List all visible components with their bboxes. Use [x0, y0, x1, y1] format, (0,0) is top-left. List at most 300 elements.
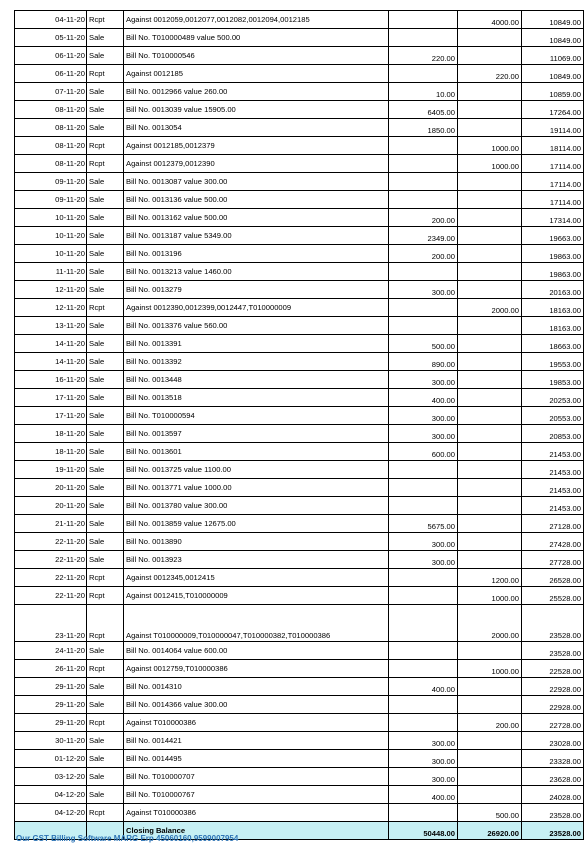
entry-balance: 19553.00	[522, 353, 584, 371]
ledger-row	[15, 353, 584, 371]
ledger-row	[15, 101, 584, 119]
entry-date: 05-11-20	[15, 29, 87, 47]
entry-type: Sale	[87, 317, 124, 335]
entry-balance: 21453.00	[522, 479, 584, 497]
entry-particulars: Bill No. 0013054	[124, 119, 389, 137]
entry-credit	[458, 335, 522, 353]
entry-debit: 200.00	[389, 209, 458, 227]
ledger-row	[15, 443, 584, 461]
entry-date: 06-11-20	[15, 47, 87, 65]
entry-date: 13-11-20	[15, 317, 87, 335]
entry-balance: 22928.00	[522, 696, 584, 714]
entry-credit	[458, 245, 522, 263]
entry-type: Rcpt	[87, 137, 124, 155]
entry-date: 23-11-20	[15, 605, 87, 642]
entry-debit: 6405.00	[389, 101, 458, 119]
entry-credit	[458, 443, 522, 461]
entry-balance: 23528.00	[522, 642, 584, 660]
ledger-row	[15, 696, 584, 714]
entry-balance: 10849.00	[522, 65, 584, 83]
entry-type: Rcpt	[87, 605, 124, 642]
entry-debit: 400.00	[389, 786, 458, 804]
entry-type: Sale	[87, 768, 124, 786]
ledger-row	[15, 263, 584, 281]
entry-type: Sale	[87, 642, 124, 660]
ledger-row	[15, 119, 584, 137]
closing-balance-total: 23528.00	[522, 822, 584, 840]
entry-debit	[389, 173, 458, 191]
entry-type: Sale	[87, 732, 124, 750]
entry-balance: 19663.00	[522, 227, 584, 245]
entry-credit	[458, 696, 522, 714]
entry-type: Sale	[87, 533, 124, 551]
entry-particulars: Bill No. 0014310	[124, 678, 389, 696]
entry-credit: 1000.00	[458, 587, 522, 605]
entry-particulars: Bill No. 0013136 value 500.00	[124, 191, 389, 209]
entry-balance: 27428.00	[522, 533, 584, 551]
entry-type: Sale	[87, 281, 124, 299]
entry-debit	[389, 155, 458, 173]
entry-particulars: Bill No. 0013392	[124, 353, 389, 371]
ledger-row	[15, 804, 584, 822]
entry-credit	[458, 425, 522, 443]
entry-credit	[458, 732, 522, 750]
entry-particulars: Bill No. 0013923	[124, 551, 389, 569]
ledger-row	[15, 515, 584, 533]
entry-type: Sale	[87, 263, 124, 281]
entry-balance: 22728.00	[522, 714, 584, 732]
entry-debit	[389, 587, 458, 605]
entry-date: 22-11-20	[15, 587, 87, 605]
entry-debit	[389, 299, 458, 317]
entry-type: Sale	[87, 245, 124, 263]
entry-debit	[389, 605, 458, 642]
entry-debit: 300.00	[389, 407, 458, 425]
entry-date: 06-11-20	[15, 65, 87, 83]
entry-date: 10-11-20	[15, 245, 87, 263]
entry-particulars: Bill No. 0013213 value 1460.00	[124, 263, 389, 281]
entry-balance: 19853.00	[522, 371, 584, 389]
entry-date: 14-11-20	[15, 335, 87, 353]
entry-debit	[389, 479, 458, 497]
entry-credit	[458, 497, 522, 515]
entry-type: Sale	[87, 29, 124, 47]
entry-debit: 400.00	[389, 678, 458, 696]
entry-date: 20-11-20	[15, 497, 87, 515]
entry-particulars: Bill No. 0013601	[124, 443, 389, 461]
entry-balance: 23528.00	[522, 605, 584, 642]
entry-date: 11-11-20	[15, 263, 87, 281]
ledger-row	[15, 209, 584, 227]
entry-type: Rcpt	[87, 11, 124, 29]
ledger-row	[15, 533, 584, 551]
entry-balance: 23528.00	[522, 804, 584, 822]
entry-credit	[458, 281, 522, 299]
entry-credit	[458, 461, 522, 479]
entry-debit: 300.00	[389, 533, 458, 551]
entry-particulars: Bill No. 0013518	[124, 389, 389, 407]
entry-balance: 20853.00	[522, 425, 584, 443]
ledger-row	[15, 371, 584, 389]
entry-date: 20-11-20	[15, 479, 87, 497]
entry-credit	[458, 515, 522, 533]
entry-particulars: Bill No. 0013376 value 560.00	[124, 317, 389, 335]
ledger-row	[15, 335, 584, 353]
entry-type: Sale	[87, 191, 124, 209]
entry-type: Sale	[87, 515, 124, 533]
entry-credit: 220.00	[458, 65, 522, 83]
entry-balance: 18163.00	[522, 299, 584, 317]
ledger-row	[15, 83, 584, 101]
entry-date: 22-11-20	[15, 551, 87, 569]
entry-type: Rcpt	[87, 714, 124, 732]
entry-date: 12-11-20	[15, 299, 87, 317]
entry-date: 08-11-20	[15, 119, 87, 137]
entry-balance: 21453.00	[522, 443, 584, 461]
entry-debit: 2349.00	[389, 227, 458, 245]
entry-particulars: Bill No. T010000489 value 500.00	[124, 29, 389, 47]
entry-balance: 17114.00	[522, 191, 584, 209]
entry-debit	[389, 191, 458, 209]
ledger-row	[15, 786, 584, 804]
entry-type: Sale	[87, 696, 124, 714]
ledger-row	[15, 299, 584, 317]
entry-credit	[458, 83, 522, 101]
entry-date: 17-11-20	[15, 389, 87, 407]
entry-balance: 27128.00	[522, 515, 584, 533]
ledger-row	[15, 768, 584, 786]
ledger-row	[15, 65, 584, 83]
entry-debit	[389, 461, 458, 479]
entry-date: 22-11-20	[15, 533, 87, 551]
entry-date: 08-11-20	[15, 155, 87, 173]
entry-type: Sale	[87, 479, 124, 497]
ledger-row	[15, 569, 584, 587]
entry-balance: 23028.00	[522, 732, 584, 750]
entry-credit	[458, 263, 522, 281]
entry-type: Sale	[87, 425, 124, 443]
ledger-row	[15, 155, 584, 173]
entry-debit	[389, 804, 458, 822]
entry-balance: 26528.00	[522, 569, 584, 587]
entry-balance: 20553.00	[522, 407, 584, 425]
entry-type: Sale	[87, 389, 124, 407]
entry-balance: 22928.00	[522, 678, 584, 696]
entry-type: Sale	[87, 47, 124, 65]
entry-particulars: Bill No. 0013859 value 12675.00	[124, 515, 389, 533]
entry-credit: 1000.00	[458, 155, 522, 173]
entry-date: 08-11-20	[15, 101, 87, 119]
entry-date: 29-11-20	[15, 696, 87, 714]
entry-date: 21-11-20	[15, 515, 87, 533]
entry-particulars: Bill No. 0013196	[124, 245, 389, 263]
ledger-row	[15, 551, 584, 569]
ledger-row	[15, 407, 584, 425]
entry-credit	[458, 389, 522, 407]
entry-particulars: Bill No. 0013448	[124, 371, 389, 389]
entry-date: 19-11-20	[15, 461, 87, 479]
entry-credit: 1000.00	[458, 137, 522, 155]
closing-balance-label: Closing Balance	[124, 822, 389, 840]
entry-debit	[389, 497, 458, 515]
entry-date: 09-11-20	[15, 191, 87, 209]
entry-date: 14-11-20	[15, 353, 87, 371]
entry-credit	[458, 29, 522, 47]
entry-debit	[389, 317, 458, 335]
entry-particulars: Against 0012759,T010000386	[124, 660, 389, 678]
entry-debit: 300.00	[389, 551, 458, 569]
entry-particulars: Bill No. 0013187 value 5349.00	[124, 227, 389, 245]
entry-particulars: Bill No. 0014064 value 600.00	[124, 642, 389, 660]
entry-particulars: Bill No. 0014495	[124, 750, 389, 768]
entry-date: 04-12-20	[15, 786, 87, 804]
entry-balance: 17114.00	[522, 155, 584, 173]
entry-particulars: Bill No. 0014366 value 300.00	[124, 696, 389, 714]
entry-type: Sale	[87, 551, 124, 569]
entry-date: 12-11-20	[15, 281, 87, 299]
entry-debit	[389, 11, 458, 29]
entry-particulars: Bill No. 0013087 value 300.00	[124, 173, 389, 191]
entry-date: 04-12-20	[15, 804, 87, 822]
entry-debit	[389, 137, 458, 155]
entry-particulars: Against 0012185,0012379	[124, 137, 389, 155]
entry-credit	[458, 551, 522, 569]
ledger-row	[15, 479, 584, 497]
entry-type: Rcpt	[87, 569, 124, 587]
entry-particulars: Bill No. 0013162 value 500.00	[124, 209, 389, 227]
entry-balance: 21453.00	[522, 497, 584, 515]
entry-balance: 27728.00	[522, 551, 584, 569]
entry-particulars: Bill No. 0013725 value 1100.00	[124, 461, 389, 479]
entry-type: Sale	[87, 461, 124, 479]
ledger-body	[15, 11, 584, 840]
entry-particulars: Bill No. T010000546	[124, 47, 389, 65]
ledger-row	[15, 47, 584, 65]
ledger-row	[15, 425, 584, 443]
entry-particulars: Bill No. 0014421	[124, 732, 389, 750]
entry-balance: 19863.00	[522, 245, 584, 263]
entry-balance: 21453.00	[522, 461, 584, 479]
ledger-row	[15, 245, 584, 263]
ledger-row	[15, 461, 584, 479]
entry-credit	[458, 786, 522, 804]
entry-date: 01-12-20	[15, 750, 87, 768]
entry-debit	[389, 263, 458, 281]
ledger-row	[15, 191, 584, 209]
entry-credit	[458, 533, 522, 551]
entry-type: Sale	[87, 750, 124, 768]
entry-type: Sale	[87, 173, 124, 191]
ledger-row	[15, 678, 584, 696]
entry-particulars: Bill No. 0013890	[124, 533, 389, 551]
entry-balance: 25528.00	[522, 587, 584, 605]
entry-type: Rcpt	[87, 804, 124, 822]
entry-type: Rcpt	[87, 299, 124, 317]
entry-debit: 5675.00	[389, 515, 458, 533]
entry-particulars: Bill No. T010000594	[124, 407, 389, 425]
entry-credit: 1200.00	[458, 569, 522, 587]
entry-credit	[458, 317, 522, 335]
entry-type: Sale	[87, 83, 124, 101]
entry-credit	[458, 209, 522, 227]
entry-type: Sale	[87, 101, 124, 119]
entry-credit	[458, 227, 522, 245]
ledger-row	[15, 750, 584, 768]
entry-particulars: Bill No. 0013780 value 300.00	[124, 497, 389, 515]
entry-debit: 600.00	[389, 443, 458, 461]
entry-credit	[458, 173, 522, 191]
entry-date: 07-11-20	[15, 83, 87, 101]
entry-balance: 18163.00	[522, 317, 584, 335]
entry-credit: 1000.00	[458, 660, 522, 678]
entry-debit: 400.00	[389, 389, 458, 407]
entry-debit	[389, 65, 458, 83]
entry-type: Sale	[87, 353, 124, 371]
entry-debit: 500.00	[389, 335, 458, 353]
entry-balance: 22528.00	[522, 660, 584, 678]
entry-credit	[458, 768, 522, 786]
entry-debit: 220.00	[389, 47, 458, 65]
entry-credit	[458, 678, 522, 696]
entry-debit	[389, 696, 458, 714]
entry-particulars: Bill No. 0013597	[124, 425, 389, 443]
entry-date: 18-11-20	[15, 443, 87, 461]
entry-particulars: Bill No. 0012966 value 260.00	[124, 83, 389, 101]
entry-debit	[389, 642, 458, 660]
entry-debit	[389, 714, 458, 732]
entry-particulars: Against T010000386	[124, 804, 389, 822]
entry-balance: 18663.00	[522, 335, 584, 353]
closing-debit-total: 50448.00	[389, 822, 458, 840]
entry-balance: 10849.00	[522, 29, 584, 47]
entry-particulars: Against T010000386	[124, 714, 389, 732]
entry-particulars: Against T010000009,T010000047,T010000382,T010000386	[124, 605, 389, 642]
entry-type: Sale	[87, 227, 124, 245]
entry-debit: 300.00	[389, 281, 458, 299]
entry-date: 16-11-20	[15, 371, 87, 389]
entry-particulars: Bill No. 0013279	[124, 281, 389, 299]
entry-debit: 1850.00	[389, 119, 458, 137]
entry-balance: 19114.00	[522, 119, 584, 137]
entry-balance: 17114.00	[522, 173, 584, 191]
entry-balance: 20163.00	[522, 281, 584, 299]
entry-particulars: Against 0012345,0012415	[124, 569, 389, 587]
entry-particulars: Bill No. 0013391	[124, 335, 389, 353]
entry-type: Sale	[87, 497, 124, 515]
entry-credit: 200.00	[458, 714, 522, 732]
entry-credit	[458, 750, 522, 768]
closing-credit-total: 26920.00	[458, 822, 522, 840]
entry-balance: 10849.00	[522, 11, 584, 29]
entry-date: 26-11-20	[15, 660, 87, 678]
entry-type: Rcpt	[87, 155, 124, 173]
entry-particulars: Against 0012059,0012077,0012082,0012094,0012185	[124, 11, 389, 29]
entry-date: 10-11-20	[15, 227, 87, 245]
ledger-row	[15, 227, 584, 245]
footer-text: Our GST Billing Software MARG Erp 45060160,9599007954	[16, 834, 239, 843]
entry-debit	[389, 29, 458, 47]
entry-credit: 2000.00	[458, 605, 522, 642]
entry-type: Rcpt	[87, 65, 124, 83]
entry-date: 08-11-20	[15, 137, 87, 155]
entry-balance: 11069.00	[522, 47, 584, 65]
entry-type: Sale	[87, 443, 124, 461]
entry-credit	[458, 407, 522, 425]
entry-particulars: Bill No. 0013039 value 15905.00	[124, 101, 389, 119]
entry-date: 24-11-20	[15, 642, 87, 660]
entry-date: 03-12-20	[15, 768, 87, 786]
entry-debit: 300.00	[389, 768, 458, 786]
ledger-row	[15, 317, 584, 335]
ledger-row	[15, 732, 584, 750]
entry-particulars: Bill No. T010000767	[124, 786, 389, 804]
ledger-row	[15, 29, 584, 47]
entry-type: Rcpt	[87, 660, 124, 678]
ledger-table	[14, 10, 584, 840]
entry-date: 29-11-20	[15, 678, 87, 696]
entry-particulars: Bill No. T010000707	[124, 768, 389, 786]
entry-credit: 4000.00	[458, 11, 522, 29]
entry-credit	[458, 101, 522, 119]
entry-particulars: Against 0012390,0012399,0012447,T010000009	[124, 299, 389, 317]
entry-balance: 17264.00	[522, 101, 584, 119]
entry-debit	[389, 569, 458, 587]
entry-particulars: Bill No. 0013771 value 1000.00	[124, 479, 389, 497]
entry-balance: 19863.00	[522, 263, 584, 281]
entry-type: Sale	[87, 678, 124, 696]
entry-credit: 2000.00	[458, 299, 522, 317]
entry-balance: 18114.00	[522, 137, 584, 155]
entry-date: 29-11-20	[15, 714, 87, 732]
entry-date: 18-11-20	[15, 425, 87, 443]
entry-type: Sale	[87, 407, 124, 425]
entry-date: 04-11-20	[15, 11, 87, 29]
entry-balance: 23628.00	[522, 768, 584, 786]
ledger-row	[15, 173, 584, 191]
entry-type: Sale	[87, 371, 124, 389]
entry-type: Sale	[87, 119, 124, 137]
entry-date: 30-11-20	[15, 732, 87, 750]
entry-credit	[458, 479, 522, 497]
ledger-row	[15, 660, 584, 678]
entry-debit: 200.00	[389, 245, 458, 263]
entry-debit: 300.00	[389, 732, 458, 750]
entry-credit: 500.00	[458, 804, 522, 822]
entry-credit	[458, 191, 522, 209]
ledger-row	[15, 137, 584, 155]
ledger-row	[15, 587, 584, 605]
entry-debit: 890.00	[389, 353, 458, 371]
entry-credit	[458, 371, 522, 389]
entry-debit: 10.00	[389, 83, 458, 101]
entry-balance: 24028.00	[522, 786, 584, 804]
ledger-row	[15, 389, 584, 407]
entry-particulars: Against 0012185	[124, 65, 389, 83]
entry-credit	[458, 119, 522, 137]
entry-balance: 17314.00	[522, 209, 584, 227]
ledger-row	[15, 497, 584, 515]
entry-date: 17-11-20	[15, 407, 87, 425]
entry-debit	[389, 660, 458, 678]
entry-particulars: Against 0012415,T010000009	[124, 587, 389, 605]
entry-credit	[458, 642, 522, 660]
entry-type: Sale	[87, 786, 124, 804]
entry-debit: 300.00	[389, 750, 458, 768]
entry-date: 10-11-20	[15, 209, 87, 227]
entry-type: Sale	[87, 209, 124, 227]
entry-credit	[458, 47, 522, 65]
ledger-row	[15, 642, 584, 660]
